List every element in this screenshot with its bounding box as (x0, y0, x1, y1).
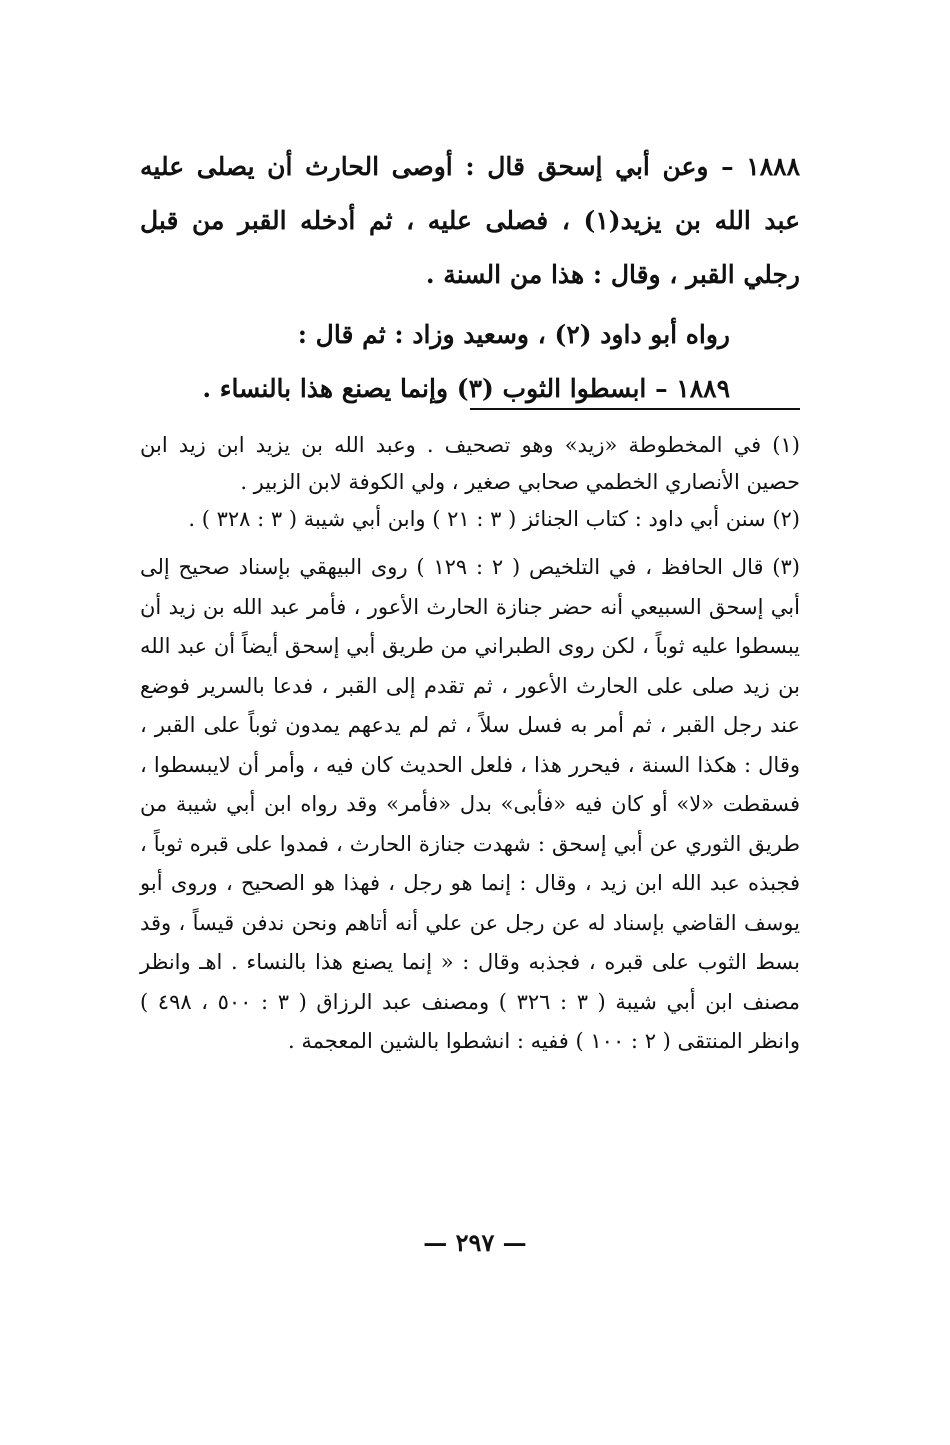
footnote-divider (470, 408, 800, 410)
main-text (140, 140, 800, 416)
hadith-1889: ١٨٨٩ – ابسطوا الثوب (٣) وإنما يصنع هذا بالنساء . (202, 374, 730, 403)
footnotes (140, 427, 800, 1062)
hadith-1888: ١٨٨٨ – وعن أبي إسحق قال : أوصى الحارث أن يصلى عليه عبد الله بن يزيد(١) ، فصلى عليه ، ثم أدخله القبر من قبل رجلي القبر ، وقال : هذا من السنة . (140, 152, 800, 289)
footnote-1: (١) في المخطوطة «زيد» وهو تصحيف . وعبد الله بن يزيد ابن زيد ابن حصين الأنصاري الخطمي صحابي صغير ، ولي الكوفة لابن الزبير . (140, 433, 800, 494)
page-number: — ٢٩٧ — (423, 1228, 527, 1257)
narration-source: رواه أبو داود (٢) ، وسعيد وزاد : ثم قال : (297, 320, 730, 349)
footnote-2: (٢) سنن أبي داود : كتاب الجنائز ( ٣ : ٢١ ) وابن أبي شيبة ( ٣ : ٣٢٨ ) . (188, 507, 800, 531)
footnote-3: (٣) قال الحافظ ، في التلخيص ( ٢ : ١٢٩ ) روى البيهقي بإسناد صحيح إلى أبي إسحق السبيعي أنه حضر جنازة الحارث الأعور ، فأمر عبد الله بن زيد أن يبسطوا عليه ثوباً ، لكن روى الطبراني من طريق أبي إسحق أيضاً أن عبد الله بن زيد صلى على الحارث الأعور ، ثم تقدم إلى القبر ، فدعا بالسرير فوضع عند رجل القبر ، ثم أمر به فسل سلاً ، ثم لم يدعهم يمدون ثوباً على القبر ، وقال : هكذا السنة ، فيحرر هذا ، فلعل الحديث كان فيه ، وأمر أن لايبسطوا ، فسقطت «لا» أو كان فيه «فأبى» بدل «فأمر» وقد رواه ابن أبي شيبة من طريق الثوري عن أبي إسحق : شهدت جنازة الحارث ، فمدوا على قبره ثوباً ، فجبذه عبد الله ابن زيد ، وقال : إنما هو رجل ، فهذا هو الصحيح ، وروى أبو يوسف القاضي بإسناد له عن رجل عن علي أنه أتاهم ونحن ندفن قيساً ، وقد بسط الثوب على قبره ، فجذبه وقال : « إنما يصنع هذا بالنساء . اهـ وانظر مصنف ابن أبي شيبة ( ٣ : ٣٢٦ ) ومصنف عبد الرزاق ( ٣ : ٥٠٠ ، ٤٩٨ ) وانظر المنتقى ( ٢ : ١٠٠ ) ففيه : انشطوا بالشين المعجمة . (140, 555, 801, 1053)
